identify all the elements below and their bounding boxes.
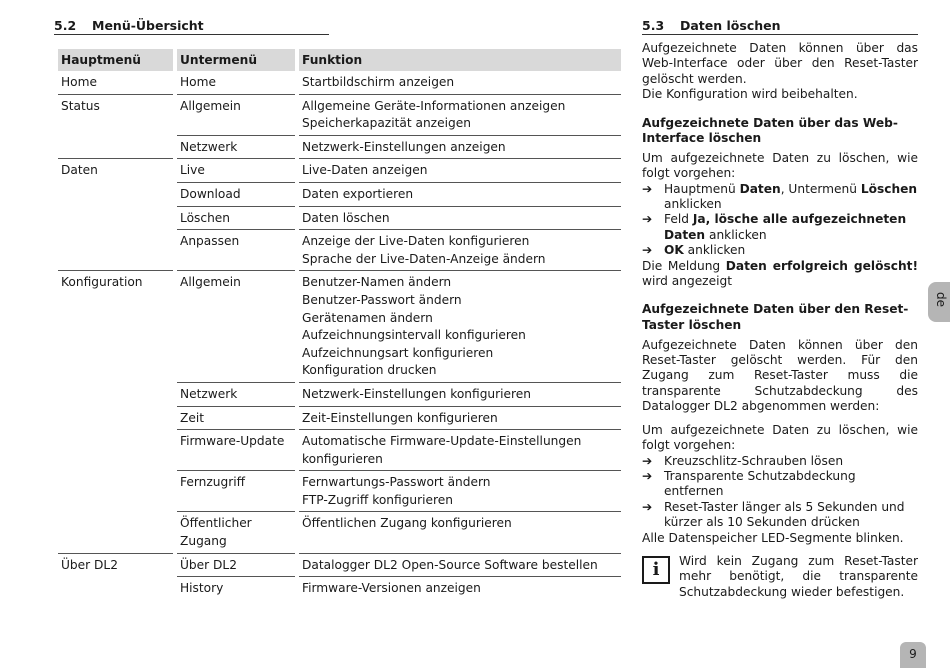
web-steps-list <box>642 182 918 259</box>
function-line: Live-Daten anzeigen <box>302 163 428 178</box>
sub-menu-cell: Netzwerk <box>177 382 295 406</box>
web-step-text: Hauptmenü Daten, Untermenü Löschen anklicken <box>664 181 918 212</box>
section-number: 5.3 <box>642 18 665 33</box>
function-cell <box>299 576 621 600</box>
arrow-icon: ➔ <box>642 468 653 483</box>
main-menu-cell: Daten <box>58 158 173 182</box>
function-line: Zeit-Einstellungen konfigurieren <box>302 410 498 425</box>
function-line: Daten löschen <box>302 210 390 225</box>
function-cell <box>299 206 621 230</box>
table-body <box>58 71 621 600</box>
web-lead-text: Um aufgezeichnete Daten zu löschen, wie folgt vorgehen: <box>642 150 918 181</box>
table-row <box>58 429 621 470</box>
sub-menu-cell: Firmware-Update <box>177 429 295 470</box>
function-line: Öffentlichen Zugang konfigurieren <box>302 516 512 531</box>
function-cell <box>299 94 621 135</box>
main-menu-cell <box>58 470 173 511</box>
function-line: Benutzer-Passwort ändern <box>302 292 462 307</box>
function-cell <box>299 406 621 430</box>
function-line: Konfiguration drucken <box>302 363 437 378</box>
header-main-menu: Hauptmenü <box>58 49 173 71</box>
main-menu-cell <box>58 576 173 600</box>
info-note-text: Wird kein Zugang zum Reset-Taster mehr benötigt, die transparente Schutzabdeckung wieder befestigen. <box>679 553 918 599</box>
function-line: Aufzeichnungsintervall konfigurieren <box>302 328 526 343</box>
function-cell <box>299 553 621 577</box>
sub-menu-cell: History <box>177 576 295 600</box>
info-icon: i <box>642 556 670 584</box>
sub-menu-cell: Download <box>177 182 295 206</box>
table-row <box>58 406 621 430</box>
sub-menu-cell: Zeit <box>177 406 295 430</box>
function-line: Anzeige der Live-Daten konfigurieren <box>302 234 530 249</box>
sub-menu-cell: Öffentlicher Zugang <box>177 511 295 552</box>
web-step-text: Feld Ja, lösche alle aufgezeichneten Daten anklicken <box>664 212 907 242</box>
reset-text: Aufgezeichnete Daten können über den Reset-Taster gelöscht werden. Für den Zugang zum Reset-Taster muss die transparente Schutzabdeckung des Datalogger DL2 abgenommen werden: <box>642 337 918 414</box>
web-step-item <box>642 182 918 213</box>
arrow-icon: ➔ <box>642 181 653 196</box>
table-row <box>58 71 621 94</box>
main-menu-cell: Konfiguration <box>58 270 173 382</box>
table-row <box>58 206 621 230</box>
section-header-menu-overview <box>54 18 329 35</box>
main-menu-cell <box>58 135 173 159</box>
sub-menu-cell: Über DL2 <box>177 553 295 577</box>
function-line: FTP-Zugriff konfigurieren <box>302 492 453 507</box>
reset-step-item <box>642 469 918 500</box>
main-menu-cell: Status <box>58 94 173 135</box>
reset-lead-text: Um aufgezeichnete Daten zu löschen, wie folgt vorgehen: <box>642 422 918 453</box>
function-cell <box>299 71 621 94</box>
table-row <box>58 229 621 270</box>
section-title: Daten löschen <box>680 18 781 33</box>
function-cell <box>299 382 621 406</box>
sub-menu-cell: Allgemein <box>177 94 295 135</box>
main-menu-cell: Über DL2 <box>58 553 173 577</box>
table-row <box>58 158 621 182</box>
language-tab <box>928 282 950 322</box>
main-menu-cell <box>58 382 173 406</box>
main-menu-cell <box>58 229 173 270</box>
table-row <box>58 576 621 600</box>
page-number: 9 <box>900 642 926 668</box>
function-line: Netzwerk-Einstellungen anzeigen <box>302 139 506 154</box>
function-cell <box>299 470 621 511</box>
function-cell <box>299 511 621 552</box>
main-menu-cell <box>58 182 173 206</box>
main-menu-cell <box>58 206 173 230</box>
web-interface-heading: Aufgezeichnete Daten über das Web-Interface löschen <box>642 115 898 146</box>
function-line: Sprache der Live-Daten-Anzeige ändern <box>302 251 546 266</box>
main-menu-cell <box>58 429 173 470</box>
function-line: Firmware-Versionen anzeigen <box>302 581 481 596</box>
sub-menu-cell: Netzwerk <box>177 135 295 159</box>
function-line: Startbildschirm anzeigen <box>302 75 455 89</box>
sub-menu-cell: Allgemein <box>177 270 295 382</box>
right-column <box>642 18 918 600</box>
main-menu-cell <box>58 406 173 430</box>
function-line: Automatische Firmware-Update-Einstellungen konfigurieren <box>302 434 582 466</box>
header-function: Funktion <box>299 49 621 71</box>
reset-step-text: Transparente Schutzabdeckung entfernen <box>664 468 856 499</box>
sub-menu-cell: Fernzugriff <box>177 470 295 511</box>
table-row <box>58 470 621 511</box>
reset-step-text: Kreuzschlitz-Schrauben lösen <box>664 453 844 468</box>
main-menu-cell: Home <box>61 75 97 89</box>
function-line: Netzwerk-Einstellungen konfigurieren <box>302 386 532 401</box>
function-line: Gerätenamen ändern <box>302 310 433 325</box>
reset-result-text: Alle Datenspeicher LED-Segmente blinken. <box>642 530 904 545</box>
reset-button-heading: Aufgezeichnete Daten über den Reset-Taster löschen <box>642 302 909 333</box>
sub-menu-cell: Löschen <box>177 206 295 230</box>
table-row <box>58 94 621 135</box>
web-step-item <box>642 212 918 243</box>
section-title: Menü-Übersicht <box>92 18 204 33</box>
header-sub-menu: Untermenü <box>177 49 295 71</box>
table-row <box>58 182 621 206</box>
web-step-item <box>642 243 918 258</box>
reset-steps-list <box>642 454 918 531</box>
function-cell <box>299 135 621 159</box>
menu-overview-table <box>54 49 625 600</box>
intro-text-2: Die Konfiguration wird beibehalten. <box>642 87 858 102</box>
section-number: 5.2 <box>54 18 77 33</box>
function-cell <box>299 229 621 270</box>
arrow-icon: ➔ <box>642 243 653 258</box>
reset-step-item <box>642 454 918 469</box>
table-row <box>58 270 621 382</box>
function-line: Allgemeine Geräte-Informationen anzeigen <box>302 98 566 113</box>
function-line: Aufzeichnungsart konfigurieren <box>302 345 494 360</box>
function-cell <box>299 270 621 382</box>
section-header-delete-data <box>642 18 918 35</box>
sub-menu-cell: Home <box>180 75 216 89</box>
table-row <box>58 511 621 552</box>
function-cell <box>299 158 621 182</box>
sub-menu-cell: Anpassen <box>177 229 295 270</box>
table-row <box>58 553 621 577</box>
reset-step-text: Reset-Taster länger als 5 Sekunden und kürzer als 10 Sekunden drücken <box>664 499 905 530</box>
function-line: Speicherkapazität anzeigen <box>302 116 471 131</box>
web-step-text: OK anklicken <box>664 243 746 258</box>
info-note <box>642 554 918 600</box>
main-menu-cell <box>58 511 173 552</box>
table-row <box>58 382 621 406</box>
language-tab-label: de <box>934 292 948 307</box>
arrow-icon: ➔ <box>642 212 653 227</box>
left-column <box>54 18 626 600</box>
function-line: Datalogger DL2 Open-Source Software bestellen <box>302 557 598 572</box>
arrow-icon: ➔ <box>642 453 653 468</box>
arrow-icon: ➔ <box>642 499 653 514</box>
function-line: Benutzer-Namen ändern <box>302 275 452 290</box>
table-header-row <box>58 49 621 71</box>
table-row <box>58 135 621 159</box>
sub-menu-cell: Live <box>177 158 295 182</box>
function-cell <box>299 182 621 206</box>
intro-text: Aufgezeichnete Daten können über das Web-Interface oder über den Reset-Taster gelöscht werden. <box>642 41 918 86</box>
web-message-text: Die Meldung Daten erfolgreich gelöscht! wird angezeigt <box>642 258 918 289</box>
function-cell <box>299 429 621 470</box>
reset-step-item <box>642 500 918 531</box>
function-line: Daten exportieren <box>302 186 414 201</box>
function-line: Fernwartungs-Passwort ändern <box>302 475 491 490</box>
